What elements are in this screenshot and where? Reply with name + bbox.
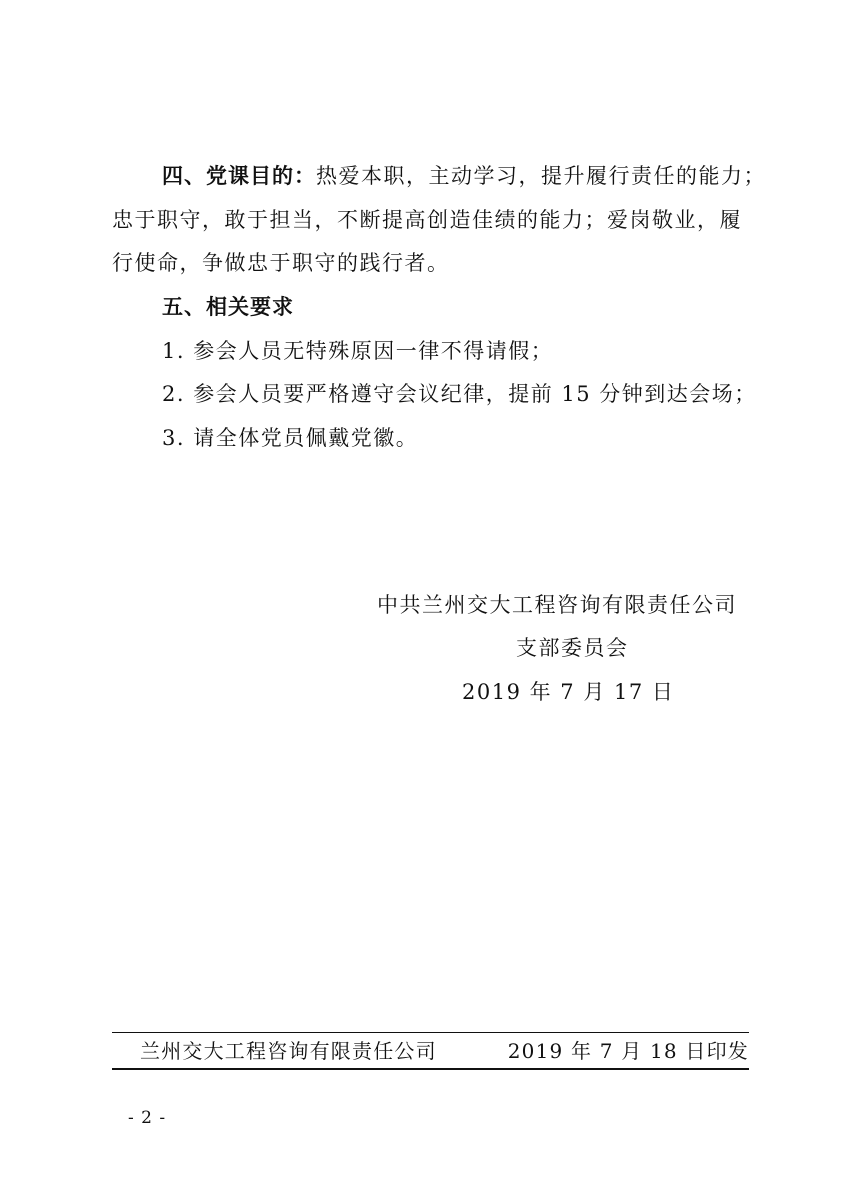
purpose-text-1: 热爱本职，主动学习，提升履行责任的能力； — [316, 164, 766, 188]
footer-top-rule — [112, 1032, 749, 1033]
purpose-paragraph-line-2: 忠于职守，敢于担当，不断提高创造佳绩的能力；爱岗敬业，履 — [112, 208, 742, 232]
requirement-item-3: 3. 请全体党员佩戴党徽。 — [162, 426, 419, 450]
purpose-heading: 四、党课目的： — [162, 164, 316, 188]
page-number: - 2 - — [128, 1108, 167, 1128]
footer-issuer: 兰州交大工程咨询有限责任公司 — [140, 1039, 437, 1063]
purpose-paragraph-line-3: 行使命，争做忠于职守的践行者。 — [112, 251, 450, 275]
footer-issue-date: 2019 年 7 月 18 日印发 — [507, 1039, 749, 1063]
signature-organization: 中共兰州交大工程咨询有限责任公司 — [377, 593, 737, 617]
signature-committee: 支部委员会 — [516, 636, 629, 660]
signature-date: 2019 年 7 月 17 日 — [462, 680, 675, 704]
footer-bottom-rule — [112, 1068, 749, 1070]
requirements-heading: 五、相关要求 — [162, 295, 294, 319]
purpose-paragraph-line-1 — [162, 161, 766, 191]
requirement-item-1: 1. 参会人员无特殊原因一律不得请假； — [162, 339, 554, 363]
requirement-item-2: 2. 参会人员要严格遵守会议纪律，提前 15 分钟到达会场； — [162, 382, 757, 406]
